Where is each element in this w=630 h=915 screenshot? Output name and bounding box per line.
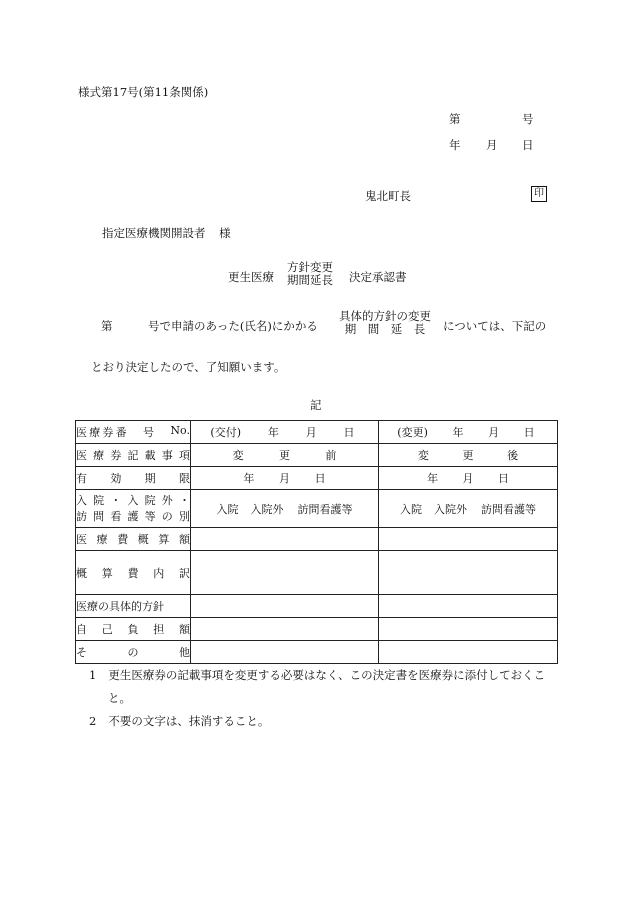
body-part1: 第 xyxy=(101,319,113,333)
row-cell xyxy=(379,528,558,551)
table-row xyxy=(76,595,558,618)
title-prefix: 更生医療 xyxy=(228,270,274,284)
addressee xyxy=(102,225,231,241)
title-suffix: 決定承認書 xyxy=(349,270,407,284)
title-option-1: 方針変更 xyxy=(287,260,333,274)
note-text: 不要の文字は、抹消すること。 xyxy=(108,714,270,728)
note-text-continued: と。 xyxy=(108,691,131,705)
ki-heading: 記 xyxy=(310,398,322,412)
row-label: 医 療 券 記 載 事 項 xyxy=(76,444,191,467)
note-number: 2 xyxy=(89,714,97,728)
table-row xyxy=(76,641,558,664)
doc-no-prefix: 第 xyxy=(449,112,461,126)
table-row xyxy=(76,467,558,490)
body-line2: とおり決定したので、了知願います。 xyxy=(91,360,286,374)
date-month: 月 xyxy=(486,138,498,152)
row-cell: 入院 入院外 訪問看護等 xyxy=(379,490,558,528)
row-cell: (交付) 年 月 日 xyxy=(191,421,379,444)
title-option-2: 期間延長 xyxy=(287,273,333,287)
date-day: 日 xyxy=(522,138,534,152)
row-cell: 変 更 後 xyxy=(379,444,558,467)
table-row xyxy=(76,490,558,528)
note-number: 1 xyxy=(89,668,97,682)
row-cell: 変 更 前 xyxy=(191,444,379,467)
body-option-1: 具体的方針の変更 xyxy=(339,309,431,323)
body-part3: については、下記の xyxy=(443,319,547,333)
table-row xyxy=(76,421,558,444)
addressee-honorific: 様 xyxy=(219,226,231,240)
doc-no-suffix: 号 xyxy=(522,112,534,126)
row-label: そ の 他 xyxy=(76,641,191,664)
body-options xyxy=(339,310,431,336)
body-option-2: 期 間 延 長 xyxy=(344,322,426,336)
row-cell: 年 月 日 xyxy=(379,467,558,490)
form-number: 様式第17号(第11条関係) xyxy=(78,85,209,99)
table-row xyxy=(76,618,558,641)
row-cell xyxy=(191,528,379,551)
row-cell xyxy=(379,551,558,595)
row-cell xyxy=(191,551,379,595)
note-2 xyxy=(89,710,269,733)
date-year: 年 xyxy=(449,138,461,152)
seal-mark: 印 xyxy=(531,186,547,202)
note-1 xyxy=(89,664,545,710)
addressee-name: 指定医療機関開設者 xyxy=(102,226,206,240)
row-label: 自 己 負 担 額 xyxy=(76,618,191,641)
row-cell xyxy=(191,618,379,641)
row-label: 有 効 期 限 xyxy=(76,467,191,490)
details-table xyxy=(75,420,558,664)
row-cell xyxy=(191,595,379,618)
row-label: 医療の具体的方針 xyxy=(76,595,191,618)
row-cell xyxy=(379,641,558,664)
issuer-name: 鬼北町長 xyxy=(365,189,411,203)
row-cell xyxy=(379,595,558,618)
row-cell xyxy=(379,618,558,641)
table-row xyxy=(76,528,558,551)
title-options xyxy=(287,261,333,287)
row-label: 医 療 費 概 算 額 xyxy=(76,528,191,551)
table-row xyxy=(76,551,558,595)
row-cell: 年 月 日 xyxy=(191,467,379,490)
note-text: 更生医療券の記載事項を変更する必要はなく、この決定書を医療券に添付しておくこ xyxy=(108,668,546,682)
row-label: 入 院 ・ 入 院 外 ・ 訪 問 看 護 等 の 別 xyxy=(76,490,191,528)
row-label: 概 算 費 内 訳 xyxy=(76,551,191,595)
row-cell xyxy=(191,641,379,664)
row-cell: (変更) 年 月 日 xyxy=(379,421,558,444)
row-label: 医 療 券 番 号 No. xyxy=(76,421,191,444)
table-row xyxy=(76,444,558,467)
row-cell: 入院 入院外 訪問看護等 xyxy=(191,490,379,528)
body-part2: 号で申請のあった(氏名)にかかる xyxy=(148,319,318,333)
